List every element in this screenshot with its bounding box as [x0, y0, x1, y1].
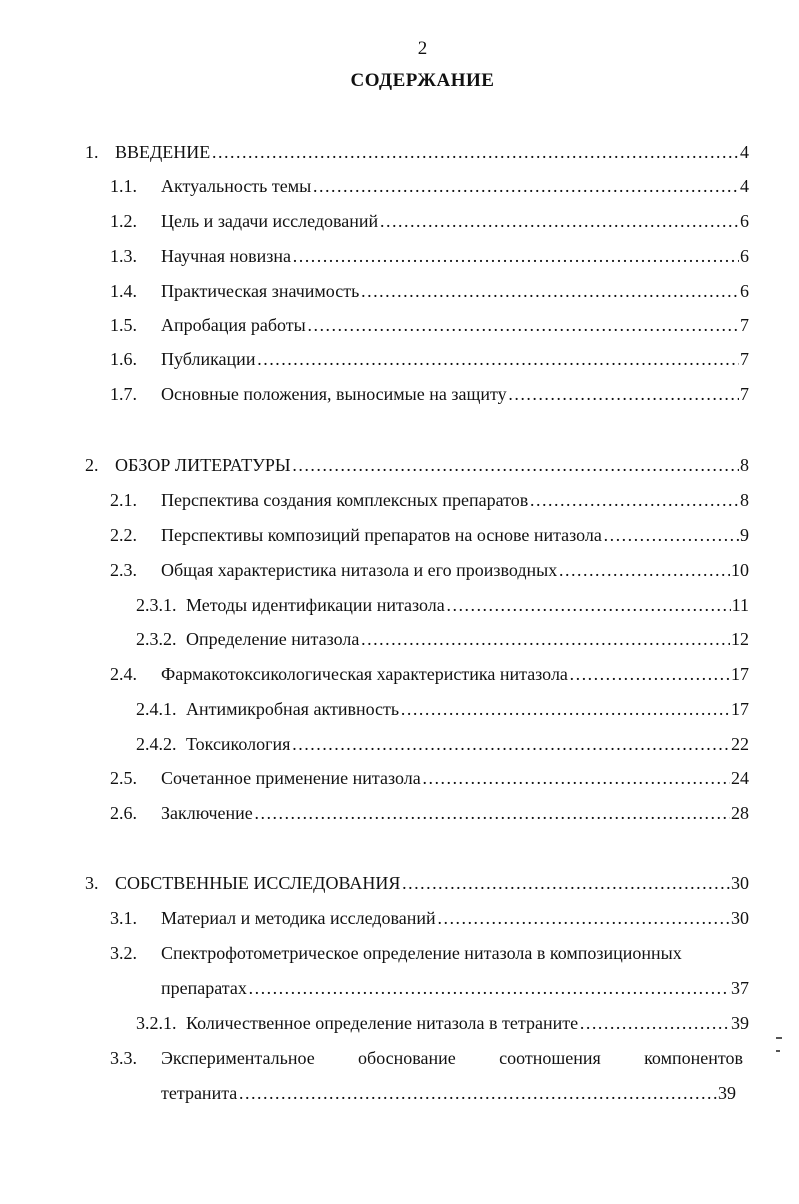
- toc-page: 6: [740, 211, 749, 231]
- toc-number: 3.3.: [110, 1048, 137, 1068]
- toc-title: Цель и задачи исследований: [161, 211, 379, 231]
- toc-page: 39: [718, 1083, 736, 1103]
- toc-chapter-2: [85, 454, 749, 476]
- toc-number: 2.5.: [110, 768, 137, 788]
- toc-item-3-2: [110, 942, 749, 964]
- toc-number: 1.: [85, 142, 99, 162]
- toc-item-1-2: [110, 210, 749, 232]
- toc-title: Спектрофотометрическое определение нитазола в композиционных: [161, 943, 682, 963]
- toc-page: 6: [740, 281, 749, 301]
- toc-item-2-2: [110, 524, 749, 546]
- toc-number: 1.5.: [110, 315, 137, 335]
- toc-page: 11: [731, 595, 749, 615]
- toc-title: Перспективы композиций препаратов на основе нитазола: [161, 525, 602, 545]
- scan-speck: [776, 1050, 780, 1052]
- toc-leader: [256, 348, 739, 370]
- toc-title-word: Экспериментальное: [161, 1048, 315, 1068]
- toc-page: 24: [731, 768, 749, 788]
- toc-leader: [211, 141, 739, 163]
- toc-leader: [292, 245, 739, 267]
- toc-number: 3.: [85, 873, 99, 893]
- toc-page: 7: [740, 384, 749, 404]
- toc-number: 1.2.: [110, 211, 137, 231]
- toc-number: 2.2.: [110, 525, 137, 545]
- toc-item-2-3-1: [136, 594, 749, 616]
- toc-item-1-5: [110, 314, 749, 336]
- toc-leader: [437, 907, 730, 929]
- toc-item-3-1: [110, 907, 749, 929]
- toc-leader: [379, 210, 739, 232]
- toc-leader: [446, 594, 731, 616]
- toc-page: 28: [731, 803, 749, 823]
- toc-page: 30: [731, 873, 749, 893]
- toc-title: Общая характеристика нитазола и его производных: [161, 560, 558, 580]
- toc-title: Токсикология: [186, 734, 291, 754]
- toc-page: 7: [740, 315, 749, 335]
- toc-title-word: соотношения: [499, 1048, 601, 1068]
- toc-page: 30: [731, 908, 749, 928]
- toc-title: Методы идентификации нитазола: [186, 595, 445, 615]
- toc-page: 4: [740, 176, 749, 196]
- toc-page: 12: [731, 629, 749, 649]
- toc-item-1-1: [110, 175, 749, 197]
- toc-item-1-3: [110, 245, 749, 267]
- toc-title: Практическая значимость: [161, 281, 360, 301]
- toc-leader: [292, 454, 739, 476]
- toc-item-2-4-1: [136, 698, 749, 720]
- toc-leader: [254, 802, 730, 824]
- toc-number: 2.4.1.: [136, 699, 177, 719]
- toc-title: Научная новизна: [161, 246, 292, 266]
- toc-title: Апробация работы: [161, 315, 306, 335]
- toc-leader: [569, 663, 730, 685]
- toc-title: тетранита: [161, 1083, 238, 1103]
- toc-leader: [312, 175, 739, 197]
- toc-item-2-3: [110, 559, 749, 581]
- toc-title: СОБСТВЕННЫЕ ИССЛЕДОВАНИЯ: [115, 873, 401, 893]
- toc-number: 2.4.2.: [136, 734, 177, 754]
- toc-title: Основные положения, выносимые на защиту: [161, 384, 507, 404]
- toc-title: ВВЕДЕНИЕ: [115, 142, 211, 162]
- toc-number: 2.: [85, 455, 99, 475]
- toc-title: Заключение: [161, 803, 253, 823]
- toc-item-2-4-2: [136, 733, 749, 755]
- toc-item-3-3: [161, 1047, 743, 1069]
- toc-leader: [529, 489, 739, 511]
- toc-number: 2.3.1.: [136, 595, 177, 615]
- toc-title: Актуальность темы: [161, 176, 312, 196]
- toc-item-3-2-1: [136, 1012, 749, 1034]
- toc-number: 1.3.: [110, 246, 137, 266]
- toc-number: 3.2.: [110, 943, 137, 963]
- toc-number: 1.6.: [110, 349, 137, 369]
- toc-title: ОБЗОР ЛИТЕРАТУРЫ: [115, 455, 291, 475]
- toc-item-1-4: [110, 280, 749, 302]
- toc-leader: [603, 524, 739, 546]
- toc-page: 4: [740, 142, 749, 162]
- toc-number: 1.1.: [110, 176, 137, 196]
- toc-item-3-2-continued: [161, 977, 749, 999]
- toc-title: Перспектива создания комплексных препаратов: [161, 490, 529, 510]
- toc-title: Определение нитазола: [186, 629, 360, 649]
- scan-speck: [776, 1037, 782, 1039]
- toc-leader: [400, 698, 730, 720]
- toc-item-2-5: [110, 767, 749, 789]
- toc-number: 2.6.: [110, 803, 137, 823]
- toc-leader: [291, 733, 730, 755]
- toc-leader: [360, 280, 739, 302]
- toc-number: 2.4.: [110, 664, 137, 684]
- toc-leader: [579, 1012, 730, 1034]
- toc-title: Антимикробная активность: [186, 699, 400, 719]
- toc-page: 10: [731, 560, 749, 580]
- toc-item-1-7: [110, 383, 749, 405]
- toc-item-2-6: [110, 802, 749, 824]
- toc-page: 17: [731, 664, 749, 684]
- toc-leader: [360, 628, 730, 650]
- toc-leader: [558, 559, 730, 581]
- toc-number: 3.1.: [110, 908, 137, 928]
- toc-item-3-3-continued: [161, 1082, 736, 1104]
- toc-page: 37: [731, 978, 749, 998]
- page-number: 2: [417, 38, 428, 59]
- toc-page: 39: [731, 1013, 749, 1033]
- toc-item-2-4: [110, 663, 749, 685]
- toc-page: 22: [731, 734, 749, 754]
- toc-title: Фармакотоксикологическая характеристика нитазола: [161, 664, 568, 684]
- toc-chapter-3: [85, 872, 749, 894]
- toc-title: Публикации: [161, 349, 256, 369]
- toc-item-1-6: [110, 348, 749, 370]
- toc-title-word: компонентов: [644, 1048, 743, 1068]
- toc-leader: [422, 767, 730, 789]
- toc-number: 2.3.: [110, 560, 137, 580]
- toc-page: 6: [740, 246, 749, 266]
- toc-title: препаратах: [161, 978, 247, 998]
- toc-number: 3.2.1.: [136, 1013, 177, 1033]
- toc-leader: [307, 314, 739, 336]
- toc-leader: [401, 872, 730, 894]
- toc-number: 1.7.: [110, 384, 137, 404]
- toc-number: 1.4.: [110, 281, 137, 301]
- page-title: СОДЕРЖАНИЕ: [350, 70, 495, 91]
- toc-page: 9: [740, 525, 749, 545]
- toc-item-2-3-2: [136, 628, 749, 650]
- toc-title: Материал и методика исследований: [161, 908, 436, 928]
- toc-leader: [248, 977, 730, 999]
- toc-leader: [508, 383, 739, 405]
- toc-leader: [238, 1082, 717, 1104]
- toc-number: 2.1.: [110, 490, 137, 510]
- toc-chapter-1: [85, 141, 749, 163]
- toc-page: 17: [731, 699, 749, 719]
- toc-item-2-1: [110, 489, 749, 511]
- toc-page: 8: [740, 455, 749, 475]
- toc-page: 7: [740, 349, 749, 369]
- toc-number: 2.3.2.: [136, 629, 177, 649]
- toc-page: 8: [740, 490, 749, 510]
- toc-title-word: обоснование: [358, 1048, 456, 1068]
- toc-title: Сочетанное применение нитазола: [161, 768, 421, 788]
- toc-title: Количественное определение нитазола в тетраните: [186, 1013, 579, 1033]
